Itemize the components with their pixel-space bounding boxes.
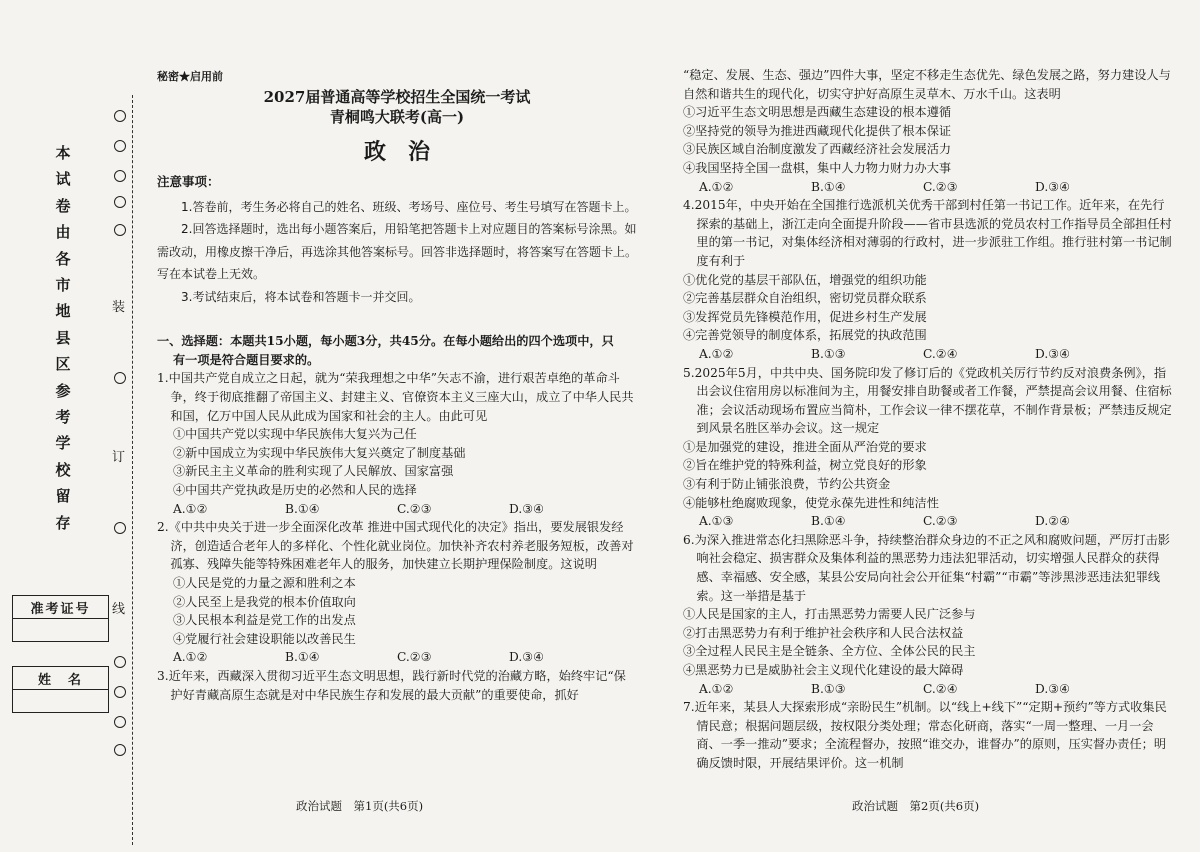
answer-option[interactable]: B.①③ (811, 346, 846, 361)
secret-mark: 秘密★启用前 (157, 70, 223, 83)
statement: ①中国共产党以实现中华民族伟大复兴为己任 (173, 427, 417, 442)
cut-label-ding: 订 (112, 446, 125, 465)
page-footer-2: 政治试题 第2页(共6页) (852, 799, 980, 813)
answer-option[interactable]: C.②③ (397, 501, 432, 516)
question-stem: 5.2025年5月，中共中央、国务院印发了修订后的《党政机关厉行节约反对浪费条例》，指出会议住宿用房以标准间为主，用餐安排自助餐或者工作餐，严禁提高会议用餐、住宿标准；会议活动现场布置应当简朴，工作会议一律不摆花草，不制作背景板；严禁违反规定到风景名胜区举办会议。这一规定 (683, 365, 1172, 436)
margin-char: 县 (55, 328, 71, 347)
answer-choices (157, 648, 637, 667)
answer-choices (683, 512, 1173, 531)
answer-option[interactable]: A.①② (699, 179, 734, 194)
margin-char: 考 (55, 408, 71, 427)
margin-char: 学 (55, 434, 71, 453)
binding-hole (114, 372, 126, 384)
answer-option[interactable]: B.①③ (811, 681, 846, 696)
margin-notice (52, 140, 74, 536)
statement: ④中国共产党执政是历史的必然和人民的选择 (173, 483, 417, 498)
answer-option[interactable]: B.①④ (811, 514, 846, 529)
exam-number-box[interactable] (12, 595, 109, 642)
answer-choices (157, 500, 637, 519)
answer-choices (683, 345, 1173, 364)
answer-option[interactable]: A.①② (699, 681, 734, 696)
name-field[interactable] (13, 690, 108, 712)
binding-hole (114, 686, 126, 698)
statement: ④我国坚持全国一盘棋，集中人力物力财力办大事 (683, 160, 952, 175)
question-7-start: 7.近年来，某县人大探索形成“亲盼民生”机制。以“线上+线下”“定期+预约”等方式收集民情民意；根据问题层级，按权限分类处理；常态化研商，落实“一周一整理、一月一会商、一季一推动”要求；全流程督办，按照“谁交办，谁督办”的原则，压实督办责任；明确反馈时限，开展结果评价。这一机制 (683, 700, 1167, 770)
statement: ④党履行社会建设职能以改善民生 (173, 631, 356, 646)
answer-option[interactable]: D.③④ (1035, 346, 1071, 361)
answer-option[interactable]: D.③④ (1035, 681, 1071, 696)
question-stem: 4.2015年，中央开始在全国推行选派机关优秀干部到村任第一书记工作。近年来，在先行探索的基础上，浙江走向全面提升阶段——省市县选派的党员农村工作指导员全部担任村里的第一书记，对集体经济相对薄弱的行政村，进一步派驻工作组。推行驻村第一书记制度有利于 (683, 198, 1172, 268)
margin-char: 参 (55, 381, 71, 400)
binding-hole (114, 744, 126, 756)
name-box[interactable] (12, 666, 109, 713)
margin-char: 试 (55, 170, 71, 189)
section-heading: 一、选择题：本题共15小题，每小题3分，共45分。在每小题给出的四个选项中，只 (157, 334, 614, 349)
answer-option[interactable]: D.③④ (1035, 179, 1071, 194)
answer-option[interactable]: A.①② (173, 650, 208, 665)
notice-item: 1.答卷前，考生务必将自己的姓名、班级、考场号、座位号、考生号填写在答题卡上。 (181, 199, 637, 214)
statement: ③人民根本利益是党工作的出发点 (173, 613, 356, 628)
statement: ③新民主主义革命的胜利实现了人民解放、国家富强 (173, 464, 454, 479)
binding-hole (114, 196, 126, 208)
statement: ①习近平生态文明思想是西藏生态建设的根本遵循 (683, 105, 952, 120)
binding-hole (114, 110, 126, 122)
statement: ①优化党的基层干部队伍，增强党的组织功能 (683, 272, 927, 287)
statement: ③民族区域自治制度激发了西藏经济社会发展活力 (683, 142, 952, 157)
answer-option[interactable]: D.③④ (509, 650, 545, 665)
margin-char: 留 (55, 487, 71, 506)
margin-char: 存 (55, 513, 71, 532)
question-4 (683, 196, 1173, 363)
exam-number-label: 准考证号 (13, 596, 108, 619)
statement: ④能够杜绝腐败现象，使党永葆先进性和纯洁性 (683, 495, 939, 510)
question-2 (157, 518, 637, 667)
answer-choices (683, 178, 1173, 197)
statement: ②旨在维护党的特殊利益，树立党良好的形象 (683, 458, 927, 473)
notice-heading: 注意事项： (157, 174, 220, 190)
question-1 (157, 369, 637, 518)
notice-item: 3.考试结束后，将本试卷和答题卡一并交回。 (181, 289, 421, 304)
binding-hole (114, 656, 126, 668)
question-stem: “稳定、发展、生态、强边”四件大事，坚定不移走生态优先、绿色发展之路，努力建设人与自然和谐共生的现代化，切实守护好高原生灵草木、万水千山。这表明 (683, 68, 1171, 101)
answer-option[interactable]: C.②④ (923, 346, 958, 361)
binding-hole (114, 716, 126, 728)
answer-option[interactable]: C.②③ (397, 650, 432, 665)
binding-cut-line (132, 95, 133, 845)
binding-hole (114, 224, 126, 236)
page-2-column (683, 66, 1173, 773)
page-1-column (157, 64, 637, 704)
exam-subtitle: 青桐鸣大联考(高一) (329, 107, 465, 126)
question-3-start: 3.近年来，西藏深入贯彻习近平生态文明思想，践行新时代党的治藏方略，始终牢记“保护好青藏高原生态就是对中华民族生存和发展的最大贡献”的重要使命，抓好 (157, 668, 626, 702)
answer-choices (683, 680, 1173, 699)
question-stem: 1.中国共产党自成立之日起，就为“荣我理想之中华”矢志不渝，进行艰苦卓绝的革命斗争，终于彻底推翻了帝国主义、封建主义、官僚资本主义三座大山，成立了中华人民共和国，亿万中国人民从此成为国家和社会的主人。由此可见 (157, 371, 634, 423)
answer-option[interactable]: C.②③ (923, 179, 958, 194)
margin-char: 市 (55, 276, 71, 295)
question-stem: 2.《中共中央关于进一步全面深化改革 推进中国式现代化的决定》指出，要发展银发经济，创造适合老年人的多样化、个性化就业岗位。加快补齐农村养老服务短板，改善对孤寡、残障失能等特殊困难老年人的服务，加快建立长期护理保险制度。这说明 (157, 520, 634, 572)
binding-hole (114, 140, 126, 152)
statement: ①是加强党的建设，推进全面从严治党的要求 (683, 439, 927, 454)
exam-number-field[interactable] (13, 619, 108, 641)
answer-option[interactable]: B.①④ (811, 179, 846, 194)
statement: ②人民至上是我党的根本价值取向 (173, 594, 356, 609)
answer-option[interactable]: D.②④ (1035, 514, 1071, 529)
cut-label-zhuang: 装 (112, 296, 125, 315)
answer-option[interactable]: B.①④ (285, 501, 320, 516)
answer-option[interactable]: A.①③ (699, 514, 734, 529)
statement: ①人民是国家的主人，打击黑恶势力需要人民广泛参与 (683, 607, 976, 622)
subject-title: 政治 (363, 138, 452, 165)
question-6 (683, 531, 1173, 698)
cut-label-xian: 线 (112, 598, 125, 617)
question-stem: 6.为深入推进常态化扫黑除恶斗争，持续整治群众身边的不正之风和腐败问题，严厉打击影响社会稳定、损害群众及集体利益的黑恶势力违法犯罪活动，切实增强人民群众的获得感、幸福感、安全感，某县公安局向社会公开征集“村霸”“市霸”等涉黑涉恶违法犯罪线索。这一举措是基于 (683, 532, 1170, 603)
statement: ②新中国成立为实现中华民族伟大复兴奠定了制度基础 (173, 445, 466, 460)
margin-char: 本 (55, 144, 71, 162)
margin-char: 校 (55, 460, 71, 479)
question-5 (683, 364, 1173, 531)
notice-item: 2.回答选择题时，选出每小题答案后，用铅笔把答题卡上对应题目的答案标号涂黑。如需改动，用橡皮擦干净后，再选涂其他答案标号。回答非选择题时，将答案写在答题卡上。写在本试卷上无效。 (157, 222, 638, 282)
margin-char: 由 (55, 223, 71, 242)
answer-option[interactable]: A.①② (699, 346, 734, 361)
statement: ④完善党领导的制度体系，拓展党的执政范围 (683, 328, 927, 343)
answer-option[interactable]: C.②④ (923, 681, 958, 696)
margin-char: 地 (55, 302, 71, 321)
exam-title: 2027届普通高等学校招生全国统一考试 (263, 87, 531, 106)
answer-option[interactable]: B.①④ (285, 650, 320, 665)
statement: ③全过程人民民主是全链条、全方位、全体公民的民主 (683, 644, 976, 659)
binding-hole (114, 522, 126, 534)
section-heading-cont: 有一项是符合题目要求的。 (173, 352, 320, 367)
statement: ④黑恶势力已是威胁社会主义现代化建设的最大障碍 (683, 663, 964, 677)
answer-option[interactable]: D.③④ (509, 501, 545, 516)
binding-hole (114, 170, 126, 182)
margin-char: 卷 (55, 196, 71, 215)
statement: ①人民是党的力量之源和胜利之本 (173, 576, 356, 590)
answer-option[interactable]: A.①② (173, 501, 208, 516)
question-3-continued (683, 66, 1173, 196)
answer-option[interactable]: C.②③ (923, 514, 958, 529)
page-footer-1: 政治试题 第1页(共6页) (296, 799, 424, 813)
statement: ②打击黑恶势力有利于维护社会秩序和人民合法权益 (683, 625, 964, 640)
margin-char: 区 (55, 355, 71, 374)
statement: ③有利于防止铺张浪费，节约公共资金 (683, 477, 891, 492)
margin-char: 各 (55, 249, 71, 268)
statement: ②完善基层群众自治组织，密切党员群众联系 (683, 291, 927, 306)
statement: ②坚持党的领导为推进西藏现代化提供了根本保证 (683, 123, 952, 138)
statement: ③发挥党员先锋模范作用，促进乡村生产发展 (683, 309, 927, 324)
name-label: 姓 名 (13, 667, 108, 690)
